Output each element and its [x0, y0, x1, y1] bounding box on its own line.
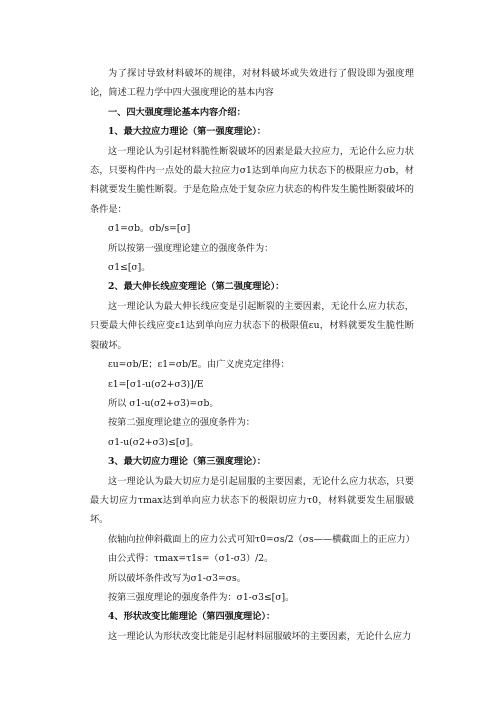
theory-3-condition: 按第三强度理论的强度条件为：σ1-σ3≤[σ]。: [108, 591, 295, 603]
theory-3-equation-1: 由公式得：τmax=τ1s=（σ1-σ3）/2。: [108, 553, 274, 565]
theory-2-condition-text: 按第二强度理论建立的强度条件为：: [108, 417, 255, 429]
theory-3-heading: 3、最大切应力理论（第三强度理论）：: [108, 456, 266, 468]
theory-1-condition: σ1≤[σ]。: [108, 262, 151, 274]
theory-3-formula-note: 依轴向拉伸斜截面上的应力公式可知τ0=σs/2（σs——横截面上的正应力）: [108, 533, 415, 545]
theory-2-equation-3: 所以 σ1-u(σ2+σ3)=σb。: [108, 397, 219, 409]
theory-1-paragraph: 这一理论认为引起材料脆性断裂破坏的因素是最大拉应力，无论什么应力状态，只要构件内一点处的最大拉应力σ1达到单向应力状态下的极限应力σb，材料就要发生脆性断裂。于是危险点处于复杂应力状态的构件发生脆性断裂破坏的条件是：: [90, 145, 414, 215]
theory-2-heading: 2、最大伸长线应变理论（第二强度理论）：: [108, 281, 285, 293]
section-heading: 一、四大强度理论基本内容介绍：: [108, 106, 246, 118]
theory-1-equation: σ1=σb。σb/s=[σ]: [108, 223, 191, 235]
theory-4-paragraph: 这一理论认为形状改变比能是引起材料屈服破坏的主要因素，无论什么应力: [108, 630, 412, 642]
theory-2-equation-2: ε1=[σ1-u(σ2+σ3)]/E: [108, 378, 204, 390]
intro-paragraph: 为了探讨导致材料破坏的规律，对材料破坏或失效进行了假设即为强度理论，简述工程力学中四大强度理论的基本内容: [90, 68, 414, 99]
theory-4-heading: 4、形状改变比能理论（第四强度理论）：: [108, 611, 276, 623]
theory-1-heading: 1、最大拉应力理论（第一强度理论）：: [108, 126, 266, 138]
theory-1-condition-text: 所以按第一强度理论建立的强度条件为：: [108, 242, 274, 254]
theory-2-paragraph: 这一理论认为最大伸长线应变是引起断裂的主要因素，无论什么应力状态，只要最大伸长线应变ε1达到单向应力状态下的极限值εu，材料就要发生脆性断裂破坏。: [90, 300, 414, 351]
theory-3-paragraph: 这一理论认为最大切应力是引起屈服的主要因素，无论什么应力状态，只要最大切应力τmax达到单向应力状态下的极限切应力τ0，材料就要发生屈服破坏。: [90, 475, 414, 526]
theory-2-condition: σ1-u(σ2+σ3)≤[σ]。: [108, 436, 199, 448]
theory-3-equation-2: 所以破坏条件改写为σ1-σ3=σs。: [108, 572, 246, 584]
theory-2-equation-1: εu=σb/E；ε1=σb/E。由广义虎克定律得：: [108, 359, 290, 371]
